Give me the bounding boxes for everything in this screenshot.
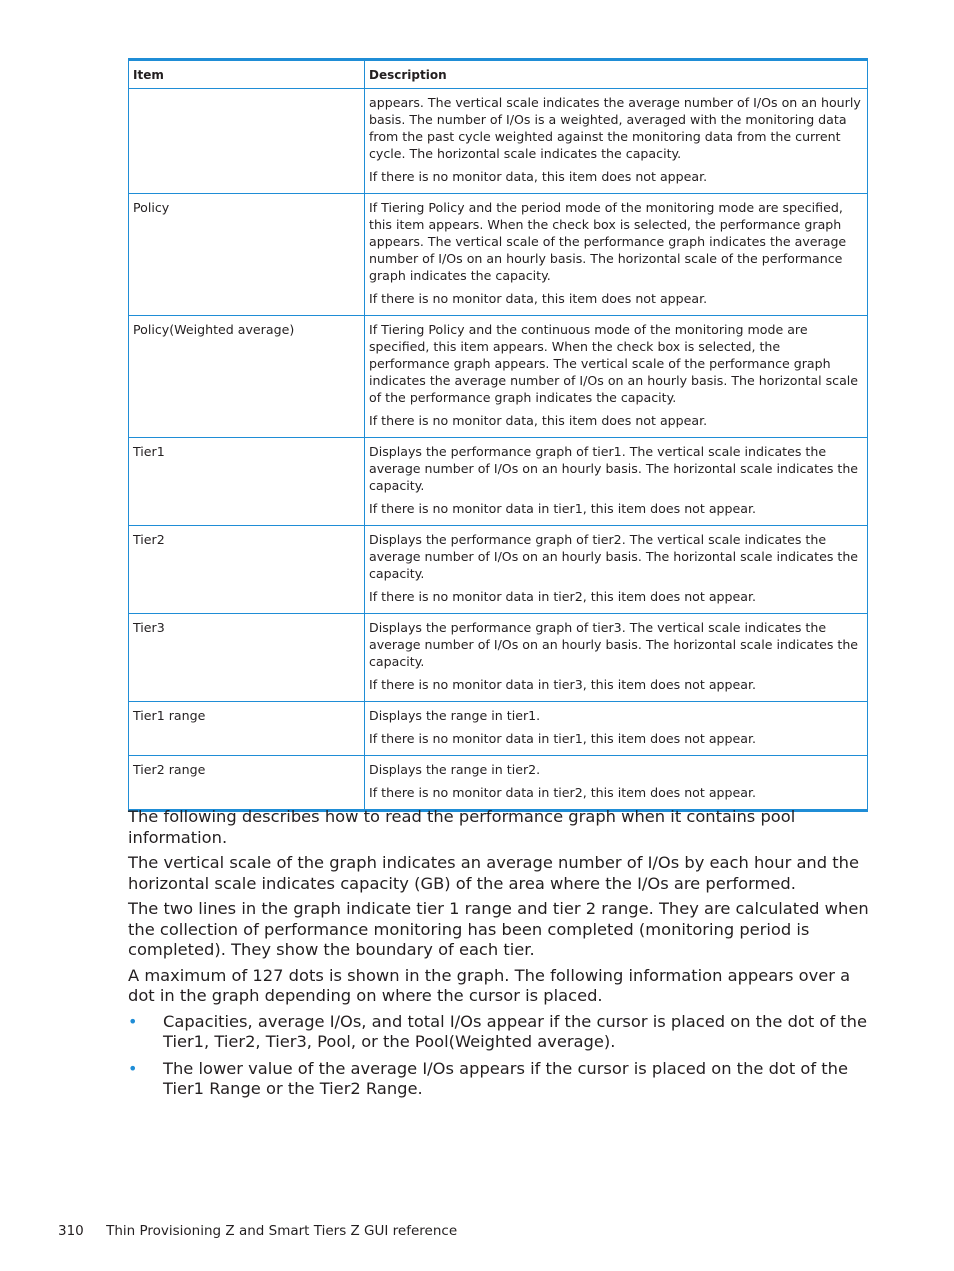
paragraph: The two lines in the graph indicate tier 1 range and tier 2 range. They are calculated when the collection of performance monitoring has been completed (monitoring period is completed). They show the boundary of each tier. [128, 899, 869, 959]
header-description: Description [365, 60, 868, 89]
table-row [129, 438, 868, 526]
description-text: Displays the performance graph of tier3. The vertical scale indicates the average number of I/Os on an hourly basis. The horizontal scale indicates the capacity. [369, 620, 859, 669]
row-description [365, 316, 868, 438]
item-description-table [128, 58, 868, 812]
table-header-row [129, 60, 868, 89]
bullet-item [128, 1059, 873, 1100]
body-text [128, 807, 873, 1106]
row-item: Policy [129, 194, 365, 316]
description-note: If there is no monitor data in tier2, this item does not appear. [369, 785, 757, 800]
header-item: Item [129, 60, 365, 89]
row-description [365, 614, 868, 702]
bullet-item [128, 1012, 873, 1053]
description-text: Displays the performance graph of tier2. The vertical scale indicates the average number of I/Os on an hourly basis. The horizontal scale indicates the capacity. [369, 532, 859, 581]
description-text: Displays the range in tier2. [369, 762, 541, 777]
bullet-text: Capacities, average I/Os, and total I/Os appear if the cursor is placed on the dot of the Tier1, Tier2, Tier3, Pool, or the Pool(Weighted average). [163, 1011, 868, 1051]
description-note: If there is no monitor data in tier2, this item does not appear. [369, 589, 757, 604]
table-row [129, 756, 868, 811]
row-item: Tier1 [129, 438, 365, 526]
description-note: If there is no monitor data in tier1, this item does not appear. [369, 731, 757, 746]
bullet-list [128, 1012, 873, 1100]
page-number: 310 [58, 1223, 84, 1239]
description-note: If there is no monitor data, this item does not appear. [369, 291, 708, 306]
description-text: Displays the range in tier1. [369, 708, 541, 723]
description-text: If Tiering Policy and the period mode of the monitoring mode are specified, this item appears. When the check box is selected, the performance graph appears. The vertical scale of the performance graph indicates the average number of I/Os on an hourly basis. The horizontal scale of the performance graph indicates the capacity. [369, 200, 847, 283]
paragraph: The following describes how to read the performance graph when it contains pool information. [128, 807, 796, 847]
paragraph: The vertical scale of the graph indicates an average number of I/Os by each hour and the horizontal scale indicates capacity (GB) of the area where the I/Os are performed. [128, 853, 859, 893]
row-item: Tier2 range [129, 756, 365, 811]
bullet-icon: • [128, 1058, 138, 1078]
row-item: Tier1 range [129, 702, 365, 756]
table-row [129, 89, 868, 194]
description-note: If there is no monitor data, this item does not appear. [369, 413, 708, 428]
description-note: If there is no monitor data in tier3, this item does not appear. [369, 677, 757, 692]
row-item [129, 89, 365, 194]
row-description [365, 702, 868, 756]
row-description [365, 89, 868, 194]
row-item: Tier2 [129, 526, 365, 614]
bullet-icon: • [128, 1011, 138, 1031]
row-description [365, 756, 868, 811]
table-row [129, 194, 868, 316]
row-description [365, 438, 868, 526]
footer-title: Thin Provisioning Z and Smart Tiers Z GUI reference [106, 1223, 458, 1239]
page-footer [58, 1222, 457, 1240]
bullet-text: The lower value of the average I/Os appears if the cursor is placed on the dot of the Tier1 Range or the Tier2 Range. [163, 1058, 849, 1098]
row-description [365, 194, 868, 316]
table-row [129, 702, 868, 756]
description-text: If Tiering Policy and the continuous mode of the monitoring mode are specified, this item appears. When the check box is selected, the performance graph appears. The vertical scale of the performance graph indicates the average number of I/Os on an hourly basis. The horizontal scale of the performance graph indicates the capacity. [369, 322, 859, 405]
row-description [365, 526, 868, 614]
table-row [129, 526, 868, 614]
table-row [129, 316, 868, 438]
description-text: appears. The vertical scale indicates the average number of I/Os on an hourly basis. The number of I/Os is a weighted, averaged with the monitoring data from the past cycle weighted against the monitoring data from the current cycle. The horizontal scale indicates the capacity. [369, 95, 861, 161]
row-item: Tier3 [129, 614, 365, 702]
row-item: Policy(Weighted average) [129, 316, 365, 438]
description-note: If there is no monitor data in tier1, this item does not appear. [369, 501, 757, 516]
paragraph: A maximum of 127 dots is shown in the graph. The following information appears over a dot in the graph depending on where the cursor is placed. [128, 965, 851, 1005]
description-text: Displays the performance graph of tier1. The vertical scale indicates the average number of I/Os on an hourly basis. The horizontal scale indicates the capacity. [369, 444, 859, 493]
table-row [129, 614, 868, 702]
description-note: If there is no monitor data, this item does not appear. [369, 169, 708, 184]
